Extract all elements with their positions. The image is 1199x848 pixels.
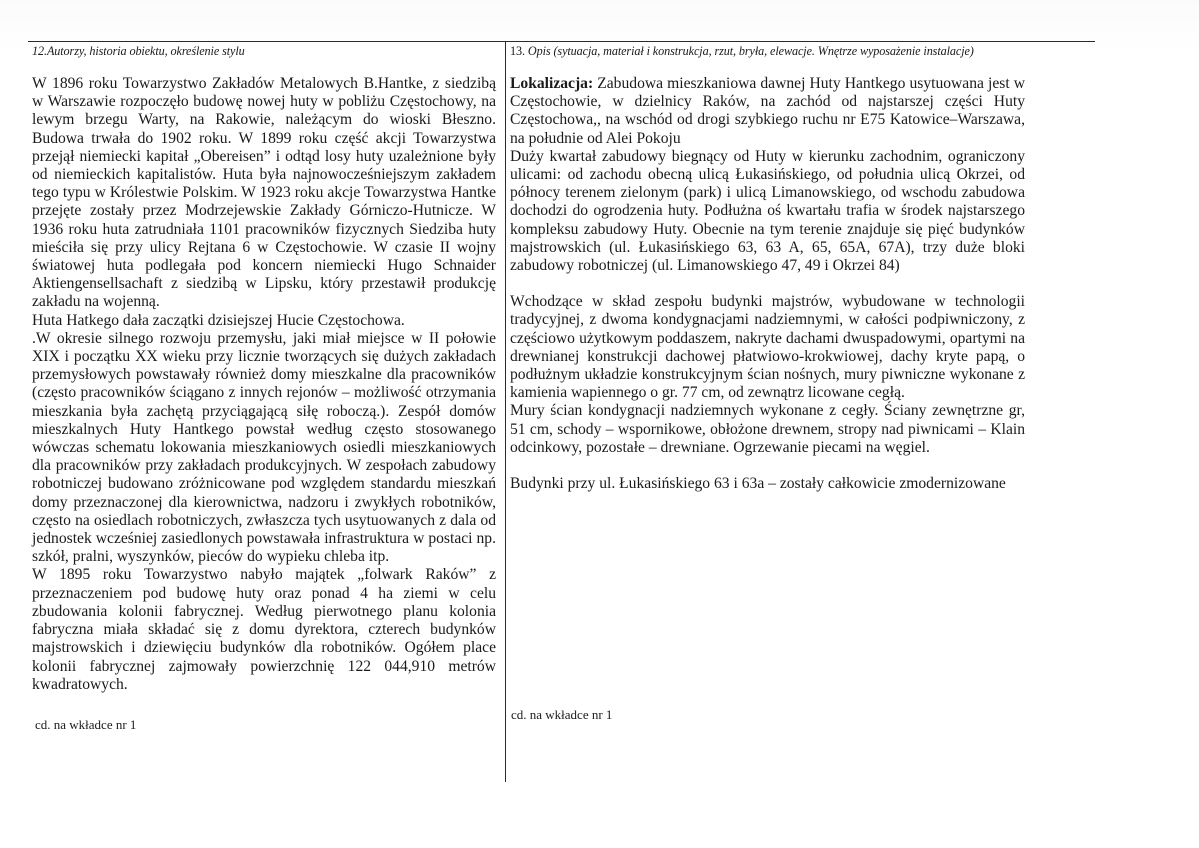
column-divider [505, 41, 506, 782]
history-paragraph-4: W 1895 roku Towarzystwo nabyło majątek „folwark Raków” z przeznaczeniem pod budowę huty oraz ponad 4 ha ziemi w celu zbudowania kolonii fabrycznej. Według pierwotnego planu kolonia fabryczna miała składać się z domu dyrektora, czterech budynków majstrowskich i dziewięciu budynków dla robotników. Ogółem place kolonii fabrycznej zajmowały powierzchnię 122 044,910 metrów kwadratowych. [32, 566, 496, 693]
paragraph-spacer [510, 275, 1025, 293]
paragraph-spacer [510, 457, 1025, 475]
section-12-title: Autorzy, historia obiektu, określenie stylu [46, 44, 245, 58]
section-13-description [510, 44, 1025, 493]
location-paragraph [510, 75, 1025, 148]
section-12-number: 12. [32, 44, 47, 58]
section-13-continuation-note: cd. na wkładce nr 1 [511, 707, 613, 722]
history-paragraph-3: .W okresie silnego rozwoju przemysłu, jaki miał miejsce w II połowie XIX i początku XX wieku przy licznie tworzących się dużych zakładach przemysłowych powstawały również domy mieszkalne dla pracowników (często pracowników ściągano z innych rejonów – możliwość otrzymania mieszkania była zachętą przyciągającą siłę roboczą.). Zespół domów mieszkalnych Huty Hantkego powstał według często stosowanego wówczas schematu lokowania mieszkaniowych osiedli mieszkaniowych dla pracowników przy zakładach produkcyjnych. W zespołach zabudowy robotniczej budowano zróżnicowane pod względem standardu mieszkań domy przeznaczonej dla kierownictwa, nadzoru i zwykłych robotników, często na osiedlach robotniczych, zwłaszcza tych usytuowanych z dala od jednostek wcześniej zasiedlonych powstawała infrastruktura w postaci np. szkół, pralni, wyszynków, pieców do wypieku chleba itp. [32, 329, 496, 566]
section-13-title: Opis (sytuacja, materiał i konstrukcja, rzut, bryła, elewacje. Wnętrze wyposażenie instalacje) [527, 44, 974, 58]
section-12-continuation-note: cd. na wkładce nr 1 [35, 717, 137, 732]
description-paragraph-1: Duży kwartał zabudowy biegnący od Huty w kierunku zachodnim, ograniczony ulicami: od zachodu obecną ulicą Łukasińskiego, od południa ulicą Okrzei, od północy terenem zielonym (park) i ulicą Limanowskiego, od wschodu zabudowa dochodzi do ogrodzenia huty. Podłużna oś kwartału trafia w środek najstarszego kompleksu zabudowy Huty. Obecnie na tym terenie znajduje się pięć budynków majstrowskich (ul. Łukasińskiego 63, 63 A, 65, 65A, 67A), trzy duże bloki zabudowy robotniczej (ul. Limanowskiego 47, 49 i Okrzei 84) [510, 147, 1025, 275]
location-text: Zabudowa mieszkaniowa dawnej Huty Hantkego usytuowana jest w Częstochowie, w dzielnicy Raków, na zachód od najstarszej części Huty Częstochowa,, na wschód od drogi szybkiego ruchu nr E75 Katowice–Warszawa, na południe od Alei Pokoju [510, 75, 1025, 147]
history-paragraph-2: Huta Hatkego dała zaczątki dzisiejszej Hucie Częstochowa. [32, 311, 405, 329]
section-12-heading [32, 44, 496, 59]
history-paragraph-1: W 1896 roku Towarzystwo Zakładów Metalowych B.Hantke, z siedzibą w Warszawie rozpoczęło budowę nowej huty w pobliżu Częstochowy, na lewym brzegu Warty, na Rakowie, należącym do wioski Błeszno. Budowa trwała do 1902 roku. W 1899 roku część akcji Towarzystwa przejął niemiecki kapitał „Obereisen” i odtąd losy huty uzależnione były od niemieckich kapitalistów. Huta była najnowocześniejszym zakładem tego typu w Królestwie Polskim. W 1923 roku akcje Towarzystwa Hantke przejęte zostały przez Modrzejewskie Zakłady Górniczo-Hutnicze. W 1936 roku huta zatrudniała 1101 pracowników fizycznych Siedziba huty mieściła się przy ulicy Rejtana 6 w Częstochowie. W czasie II wojny światowej huta podlegała pod koncern niemiecki Hugo Schnaider Aktiengensellsachaft z siedzibą w Lipsku, który przestawił produkcję zakładu na wojenną. [32, 75, 496, 311]
section-13-number: 13. [510, 44, 528, 58]
section-12-history [32, 44, 496, 694]
location-label: Lokalizacja: [510, 75, 594, 92]
description-paragraph-4: Budynki przy ul. Łukasińskiego 63 i 63a – zostały całkowicie zmodernizowane [510, 475, 1006, 493]
table-top-border [28, 41, 1095, 42]
description-paragraph-2: Wchodzące w skład zespołu budynki majstrów, wybudowane w technologii tradycyjnej, z dwoma kondygnacjami nadziemnymi, w całości podpiwniczony, z częściowo użytkowym poddaszem, nakryte dachami dwuspadowymi, opartymi na drewnianej konstrukcji dachowej płatwiowo-krokwiowej, dachy kryte papą, o podłużnym układzie konstrukcyjnym ścian nośnych, mury piwniczne wykonane z kamienia wapiennego o gr. 77 cm, od zewnątrz licowane cegłą. [510, 293, 1025, 402]
description-paragraph-3: Mury ścian kondygnacji nadziemnych wykonane z cegły. Ściany zewnętrzne gr, 51 cm, schody – wspornikowe, obłożone drewnem, stropy nad piwnicami – Klain odcinkowy, pozostałe – drewniane. Ogrzewanie piecami na węgiel. [510, 402, 1025, 456]
section-13-heading [510, 44, 1025, 59]
